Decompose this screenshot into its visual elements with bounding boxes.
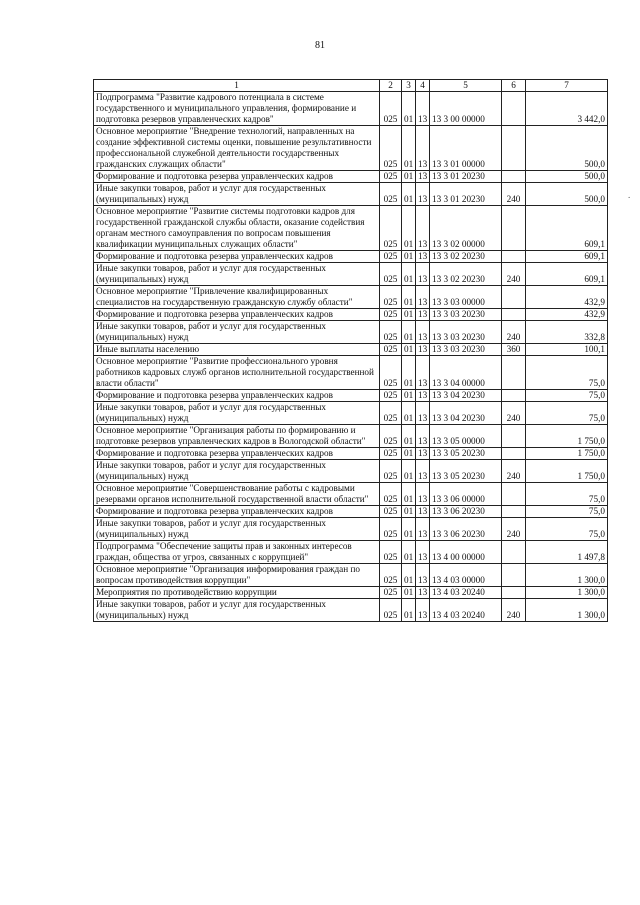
row-name: Иные закупки товаров, работ и услуг для государственных (муниципальных) нужд (94, 263, 380, 286)
row-grbs: 025 (380, 541, 402, 564)
row-name: Основное мероприятие "Развитие системы подготовки кадров для государственной гражданской службы области, оказание содействия органам местного самоуправления по вопросам повышения квалификации муниципальных служащих области" (94, 206, 380, 251)
row-expense-type (502, 206, 526, 251)
row-grbs: 025 (380, 309, 402, 321)
row-subsection: 13 (416, 541, 430, 564)
row-amount: 75,0 (526, 483, 608, 506)
table-row (94, 92, 608, 126)
row-name: Формирование и подготовка резерва управленческих кадров (94, 251, 380, 263)
header-col-3: 3 (402, 80, 416, 92)
row-grbs: 025 (380, 183, 402, 206)
table-body (94, 92, 608, 622)
row-name: Формирование и подготовка резерва управленческих кадров (94, 448, 380, 460)
row-grbs: 025 (380, 587, 402, 599)
row-section: 01 (402, 356, 416, 390)
table-row (94, 599, 608, 622)
row-section: 01 (402, 599, 416, 622)
row-name: Иные закупки товаров, работ и услуг для государственных (муниципальных) нужд (94, 183, 380, 206)
row-name: Иные закупки товаров, работ и услуг для государственных (муниципальных) нужд (94, 402, 380, 425)
row-subsection: 13 (416, 126, 430, 171)
table-row (94, 564, 608, 587)
row-grbs: 025 (380, 344, 402, 356)
row-target-article: 13 3 04 20230 (430, 402, 502, 425)
table-row (94, 448, 608, 460)
row-name: Подпрограмма "Обеспечение защиты прав и законных интересов граждан, общества от угроз, связанных с коррупцией" (94, 541, 380, 564)
row-subsection: 13 (416, 263, 430, 286)
table-row (94, 541, 608, 564)
row-grbs: 025 (380, 425, 402, 448)
row-name: Основное мероприятие "Развитие профессионального уровня работников кадровых служб органов исполнительной государственной власти области" (94, 356, 380, 390)
row-name: Основное мероприятие "Организация информирования граждан по вопросам противодействия коррупции" (94, 564, 380, 587)
row-expense-type (502, 390, 526, 402)
row-amount: 1 300,0 (526, 587, 608, 599)
row-name: Формирование и подготовка резерва управленческих кадров (94, 390, 380, 402)
row-name: Формирование и подготовка резерва управленческих кадров (94, 506, 380, 518)
row-target-article: 13 3 02 20230 (430, 251, 502, 263)
row-amount: 432,9 (526, 286, 608, 309)
table-row (94, 402, 608, 425)
table-row (94, 126, 608, 171)
row-grbs: 025 (380, 321, 402, 344)
row-section: 01 (402, 206, 416, 251)
row-section: 01 (402, 518, 416, 541)
row-section: 01 (402, 263, 416, 286)
table-row (94, 460, 608, 483)
row-section: 01 (402, 286, 416, 309)
row-expense-type (502, 92, 526, 126)
row-target-article: 13 4 03 20240 (430, 587, 502, 599)
row-amount: 1 750,0 (526, 460, 608, 483)
row-target-article: 13 4 03 00000 (430, 564, 502, 587)
row-expense-type (502, 541, 526, 564)
row-subsection: 13 (416, 92, 430, 126)
header-row (94, 80, 608, 92)
header-col-2: 2 (380, 80, 402, 92)
row-expense-type: 240 (502, 321, 526, 344)
row-expense-type (502, 309, 526, 321)
row-amount: 75,0 (526, 518, 608, 541)
row-name: Иные закупки товаров, работ и услуг для государственных (муниципальных) нужд (94, 460, 380, 483)
header-col-5: 5 (430, 80, 502, 92)
row-subsection: 13 (416, 309, 430, 321)
row-name: Иные выплаты населению (94, 344, 380, 356)
row-name: Основное мероприятие "Организация работы по формированию и подготовке резервов управленческих кадров в Вологодской области" (94, 425, 380, 448)
row-amount: 500,0 (526, 126, 608, 171)
row-expense-type: 240 (502, 460, 526, 483)
budget-table (93, 79, 608, 622)
row-target-article: 13 4 00 00000 (430, 541, 502, 564)
table-row (94, 171, 608, 183)
table-row (94, 309, 608, 321)
row-amount: 75,0 (526, 390, 608, 402)
row-amount: 1 750,0 (526, 448, 608, 460)
table-row (94, 390, 608, 402)
row-section: 01 (402, 390, 416, 402)
row-amount: 500,0 (526, 183, 608, 206)
row-amount: 332,8 (526, 321, 608, 344)
row-grbs: 025 (380, 356, 402, 390)
row-subsection: 13 (416, 518, 430, 541)
page-number: 81 (315, 40, 325, 51)
row-subsection: 13 (416, 390, 430, 402)
table-row (94, 321, 608, 344)
row-expense-type (502, 564, 526, 587)
row-section: 01 (402, 506, 416, 518)
row-subsection: 13 (416, 483, 430, 506)
row-subsection: 13 (416, 171, 430, 183)
row-expense-type: 240 (502, 183, 526, 206)
table-row (94, 263, 608, 286)
row-expense-type (502, 425, 526, 448)
row-subsection: 13 (416, 460, 430, 483)
row-name: Основное мероприятие "Внедрение технологий, направленных на создание эффективной системы оценки, повышение результативности профессиональной служебной деятельности государственных гражданских служащих области" (94, 126, 380, 171)
row-subsection: 13 (416, 206, 430, 251)
row-grbs: 025 (380, 402, 402, 425)
row-target-article: 13 3 02 20230 (430, 263, 502, 286)
row-expense-type (502, 506, 526, 518)
row-target-article: 13 3 05 20230 (430, 448, 502, 460)
row-subsection: 13 (416, 183, 430, 206)
row-expense-type: 240 (502, 263, 526, 286)
row-amount: 609,1 (526, 263, 608, 286)
row-subsection: 13 (416, 587, 430, 599)
row-amount: 100,1 (526, 344, 608, 356)
row-grbs: 025 (380, 92, 402, 126)
row-subsection: 13 (416, 356, 430, 390)
row-grbs: 025 (380, 483, 402, 506)
row-grbs: 025 (380, 171, 402, 183)
table-row (94, 483, 608, 506)
row-amount: 609,1 (526, 206, 608, 251)
row-grbs: 025 (380, 263, 402, 286)
row-expense-type: 360 (502, 344, 526, 356)
row-expense-type: 240 (502, 402, 526, 425)
row-section: 01 (402, 541, 416, 564)
header-col-1: 1 (94, 80, 380, 92)
row-section: 01 (402, 460, 416, 483)
row-target-article: 13 3 04 00000 (430, 356, 502, 390)
row-amount: 75,0 (526, 356, 608, 390)
row-grbs: 025 (380, 448, 402, 460)
header-col-7: 7 (526, 80, 608, 92)
row-section: 01 (402, 587, 416, 599)
row-name: Формирование и подготовка резерва управленческих кадров (94, 309, 380, 321)
row-expense-type (502, 448, 526, 460)
row-name: Мероприятия по противодействию коррупции (94, 587, 380, 599)
row-amount: 3 442,0 (526, 92, 608, 126)
row-grbs: 025 (380, 251, 402, 263)
row-expense-type (502, 171, 526, 183)
row-section: 01 (402, 251, 416, 263)
row-subsection: 13 (416, 286, 430, 309)
row-grbs: 025 (380, 564, 402, 587)
row-amount: 75,0 (526, 402, 608, 425)
row-subsection: 13 (416, 448, 430, 460)
row-subsection: 13 (416, 425, 430, 448)
row-section: 01 (402, 92, 416, 126)
row-subsection: 13 (416, 321, 430, 344)
row-expense-type: 240 (502, 599, 526, 622)
row-amount: 1 497,8 (526, 541, 608, 564)
table-row (94, 356, 608, 390)
row-section: 01 (402, 448, 416, 460)
header-col-6: 6 (502, 80, 526, 92)
row-target-article: 13 3 03 20230 (430, 309, 502, 321)
row-grbs: 025 (380, 506, 402, 518)
table-row (94, 206, 608, 251)
row-subsection: 13 (416, 344, 430, 356)
row-target-article: 13 3 06 20230 (430, 506, 502, 518)
row-expense-type (502, 251, 526, 263)
row-target-article: 13 3 06 20230 (430, 518, 502, 541)
table-row (94, 587, 608, 599)
row-target-article: 13 3 04 20230 (430, 390, 502, 402)
row-name: Основное мероприятие "Привлечение квалифицированных специалистов на государственную гражданскую службу области" (94, 286, 380, 309)
row-section: 01 (402, 183, 416, 206)
row-name: Иные закупки товаров, работ и услуг для государственных (муниципальных) нужд (94, 599, 380, 622)
row-subsection: 13 (416, 251, 430, 263)
row-target-article: 13 3 03 20230 (430, 321, 502, 344)
row-grbs: 025 (380, 390, 402, 402)
row-name: Иные закупки товаров, работ и услуг для государственных (муниципальных) нужд (94, 321, 380, 344)
row-expense-type (502, 126, 526, 171)
row-target-article: 13 3 01 20230 (430, 171, 502, 183)
row-target-article: 13 3 06 00000 (430, 483, 502, 506)
edge-mark: . (628, 190, 631, 200)
row-section: 01 (402, 321, 416, 344)
table-row (94, 425, 608, 448)
row-section: 01 (402, 171, 416, 183)
row-target-article: 13 3 05 00000 (430, 425, 502, 448)
row-target-article: 13 3 00 00000 (430, 92, 502, 126)
row-amount: 1 750,0 (526, 425, 608, 448)
row-subsection: 13 (416, 599, 430, 622)
row-grbs: 025 (380, 126, 402, 171)
table-row (94, 251, 608, 263)
row-amount: 1 300,0 (526, 599, 608, 622)
row-grbs: 025 (380, 460, 402, 483)
table-header (94, 80, 608, 92)
row-target-article: 13 3 03 20230 (430, 344, 502, 356)
row-name: Основное мероприятие "Совершенствование работы с кадровыми резервами органов исполнительной государственной власти области" (94, 483, 380, 506)
table-row (94, 344, 608, 356)
row-section: 01 (402, 483, 416, 506)
table-row (94, 518, 608, 541)
row-section: 01 (402, 425, 416, 448)
row-expense-type: 240 (502, 518, 526, 541)
row-subsection: 13 (416, 402, 430, 425)
row-target-article: 13 3 01 00000 (430, 126, 502, 171)
row-grbs: 025 (380, 286, 402, 309)
row-name: Иные закупки товаров, работ и услуг для государственных (муниципальных) нужд (94, 518, 380, 541)
row-expense-type (502, 356, 526, 390)
row-subsection: 13 (416, 564, 430, 587)
row-target-article: 13 3 03 00000 (430, 286, 502, 309)
row-section: 01 (402, 564, 416, 587)
row-amount: 609,1 (526, 251, 608, 263)
row-target-article: 13 3 05 20230 (430, 460, 502, 483)
row-grbs: 025 (380, 518, 402, 541)
row-target-article: 13 3 01 20230 (430, 183, 502, 206)
row-section: 01 (402, 309, 416, 321)
row-section: 01 (402, 402, 416, 425)
row-target-article: 13 4 03 20240 (430, 599, 502, 622)
row-grbs: 025 (380, 206, 402, 251)
row-expense-type (502, 483, 526, 506)
table-row (94, 183, 608, 206)
row-name: Подпрограмма "Развитие кадрового потенциала в системе государственного и муниципального управления, формирование и подготовка резервов управленческих кадров" (94, 92, 380, 126)
table-row (94, 286, 608, 309)
row-grbs: 025 (380, 599, 402, 622)
row-amount: 500,0 (526, 171, 608, 183)
row-amount: 1 300,0 (526, 564, 608, 587)
row-amount: 432,9 (526, 309, 608, 321)
row-section: 01 (402, 344, 416, 356)
table-row (94, 506, 608, 518)
row-amount: 75,0 (526, 506, 608, 518)
row-subsection: 13 (416, 506, 430, 518)
row-target-article: 13 3 02 00000 (430, 206, 502, 251)
row-name: Формирование и подготовка резерва управленческих кадров (94, 171, 380, 183)
row-section: 01 (402, 126, 416, 171)
row-expense-type (502, 587, 526, 599)
header-col-4: 4 (416, 80, 430, 92)
row-expense-type (502, 286, 526, 309)
